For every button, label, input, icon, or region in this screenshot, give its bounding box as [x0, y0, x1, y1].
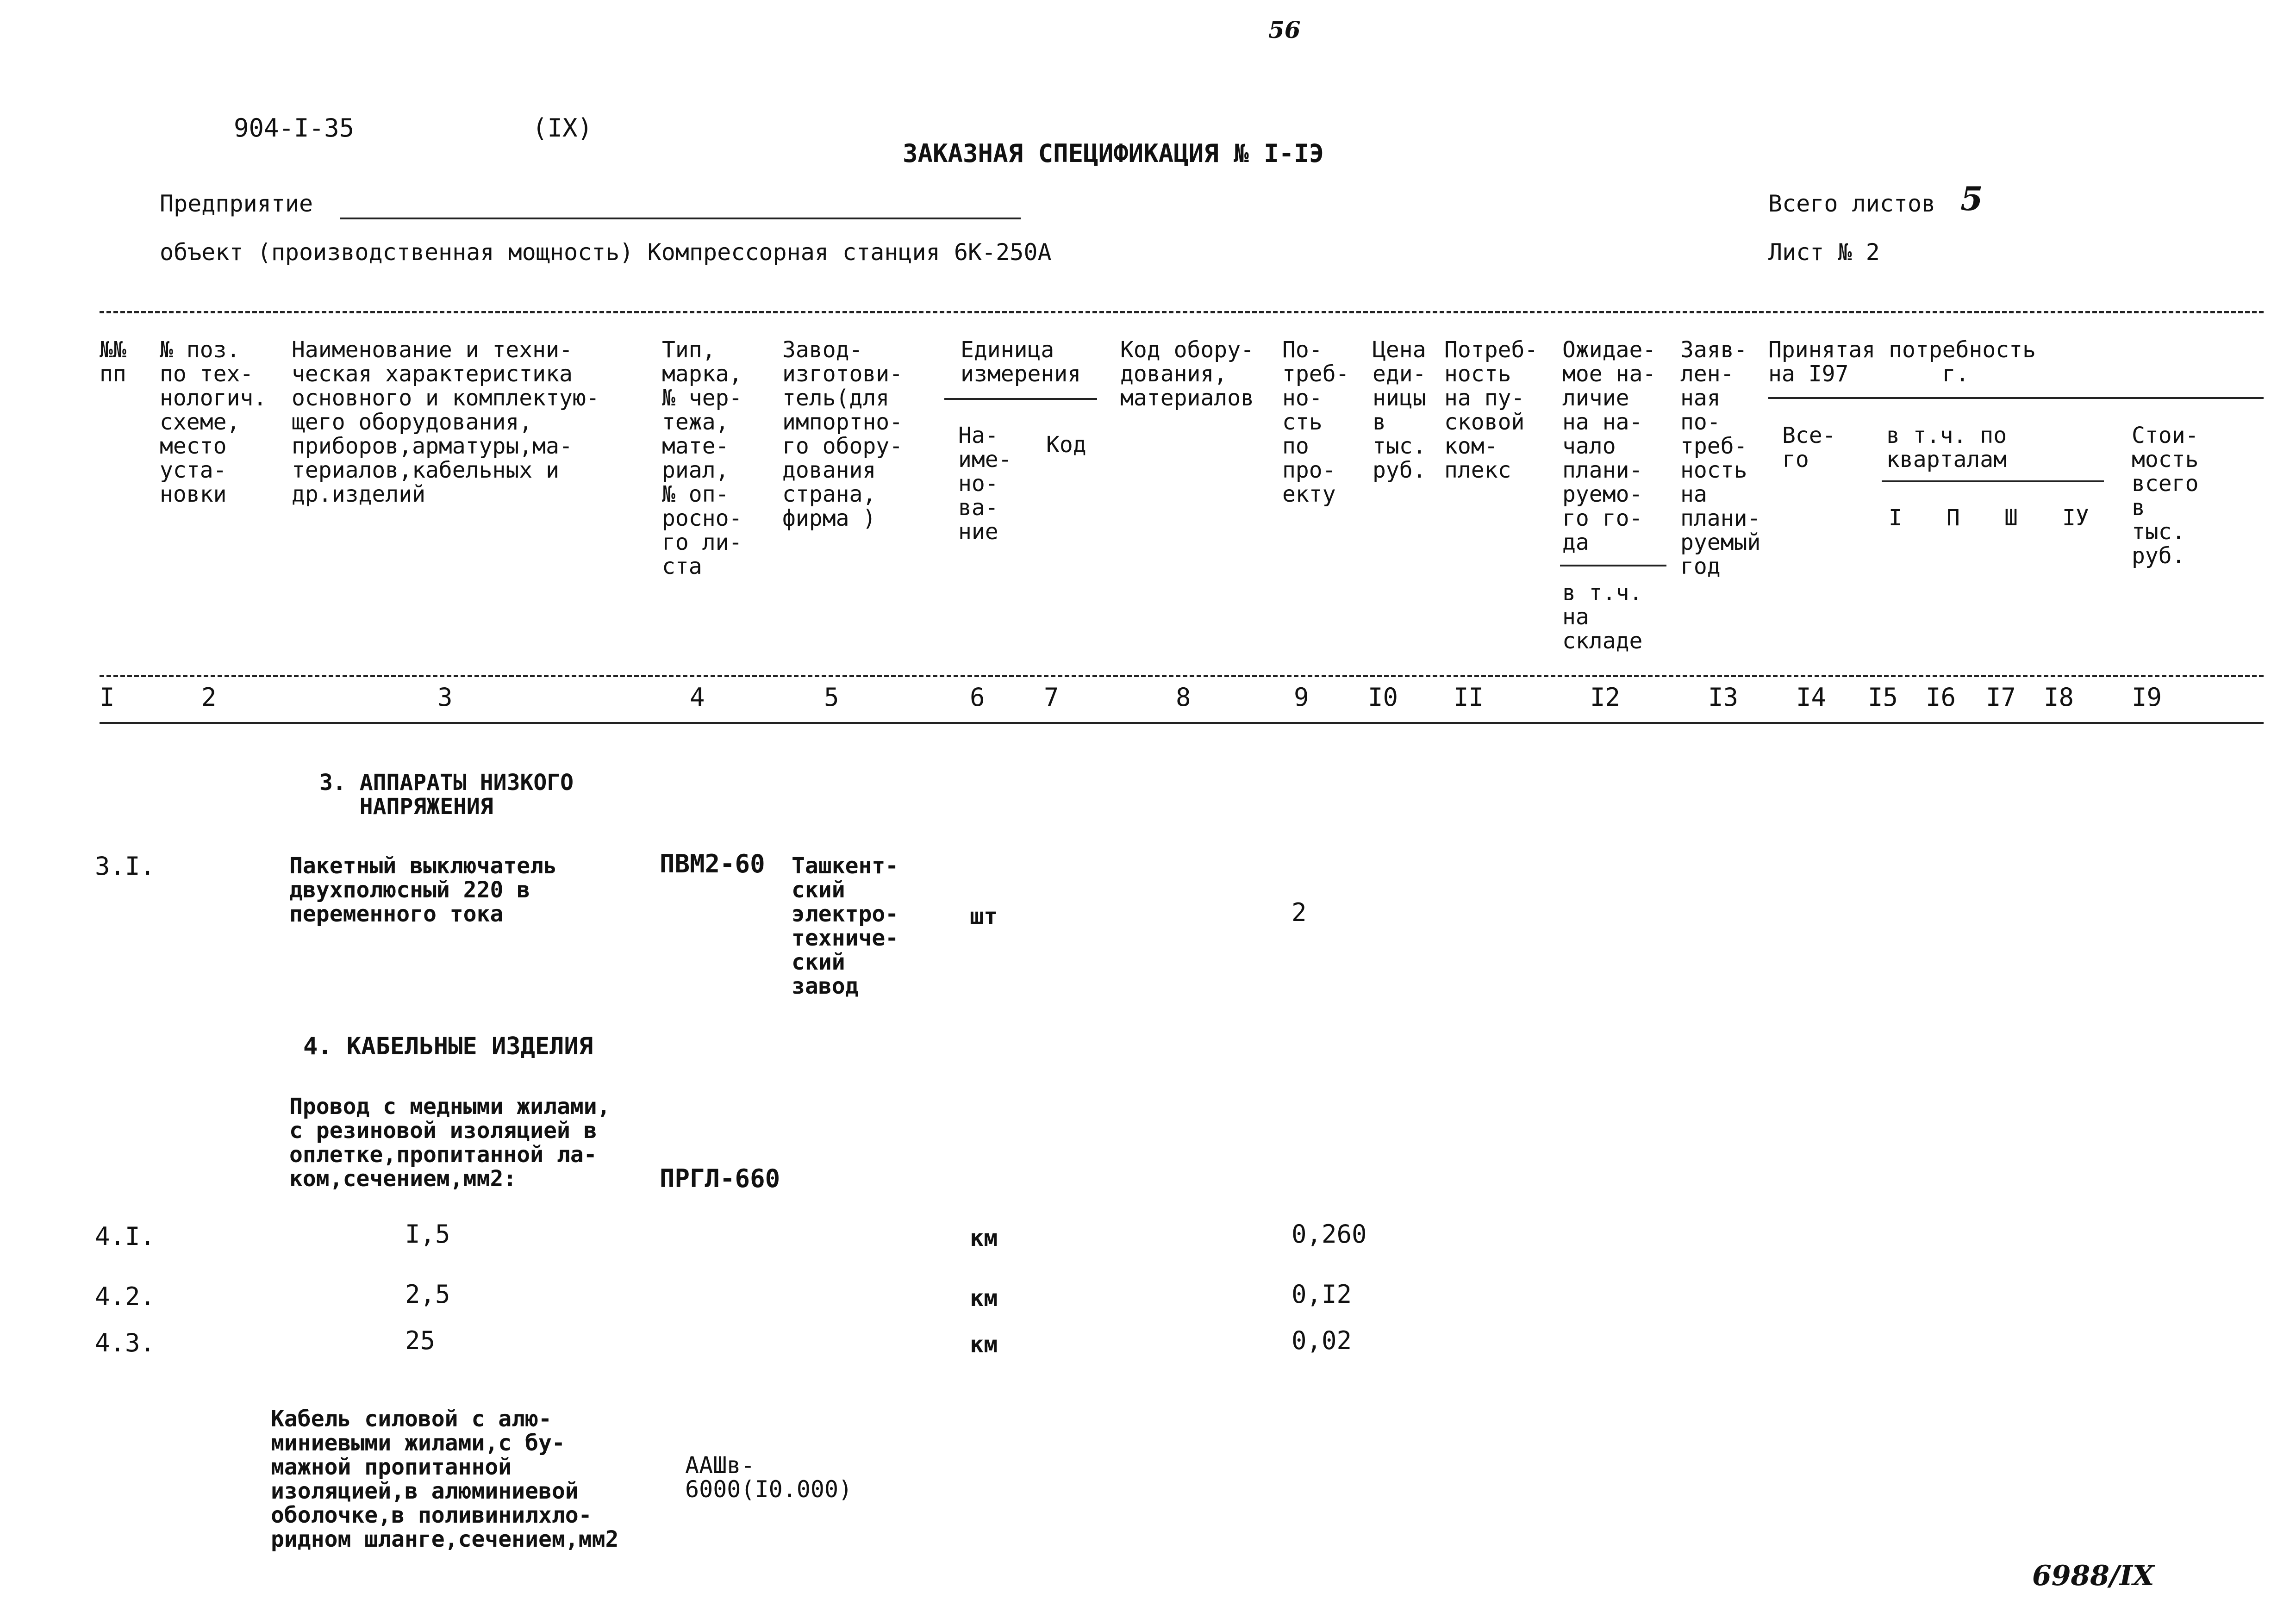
- section-title: 3. АППАРАТЫ НИЗКОГО НАПРЯЖЕНИЯ: [319, 770, 574, 820]
- item-size: 2,5: [405, 1280, 450, 1309]
- item-size: I,5: [405, 1220, 450, 1249]
- item-unit: км: [970, 1285, 998, 1312]
- item-qty: 0,I2: [1292, 1280, 1352, 1309]
- item-unit: км: [970, 1225, 998, 1251]
- item-qty: 2: [1292, 898, 1307, 927]
- header-col-14-19: Принятая потребность на I97 г.: [1768, 337, 2036, 387]
- item-unit: км: [970, 1331, 998, 1358]
- header-col-5: Завод- изготови- тель(для импортно- го обору- дования страна, фирма ): [782, 337, 903, 531]
- col-number: 5: [824, 683, 839, 712]
- col-number: 8: [1176, 683, 1191, 712]
- header-col-9: По- треб- но- сть по про- екту: [1282, 337, 1349, 507]
- col-number: I8: [2044, 683, 2074, 712]
- header-col-12: Ожидае- мое на- личие на на- чало плани- руемо- го го- да: [1562, 337, 1656, 555]
- col-number: 9: [1294, 683, 1309, 712]
- header-col-11: Потреб- ность на пу- сковой ком- плекс: [1444, 337, 1538, 483]
- quarter-3: Ш: [2004, 505, 2018, 531]
- col-number: II: [1454, 683, 1484, 712]
- quarter-1: I: [1889, 505, 1902, 531]
- col-number: I5: [1868, 683, 1898, 712]
- header-col-4: Тип, марка, № чер- тежа, мате- риал, № оп- росно- го ли- ста: [662, 337, 742, 579]
- sheet-number: Лист № 2: [1768, 239, 1880, 266]
- column-numbers-bottom-rule: [100, 722, 2264, 724]
- item-size: 25: [405, 1326, 436, 1355]
- col-number: I6: [1926, 683, 1956, 712]
- col-number: I7: [1986, 683, 2016, 712]
- document-part: (IX): [532, 113, 593, 143]
- object-line: объект (производственная мощность) Компрессорная станция 6К-250А: [160, 239, 1052, 266]
- item-description: Провод с медными жилами, с резиновой изоляцией в оплетке,пропитанной ла- ком,сечением,мм2:: [289, 1094, 611, 1192]
- header-col-8: Код обору- дования, материалов: [1120, 337, 1254, 411]
- footer-code: 6988/IX: [2032, 1560, 2154, 1592]
- quarter-4: IУ: [2062, 505, 2089, 531]
- header-col-1: №№ пп: [100, 337, 126, 387]
- quarter-2: П: [1947, 505, 1960, 531]
- item-unit: шт: [970, 903, 998, 930]
- header-col-6-7: Единица измерения: [961, 337, 1081, 387]
- item-type: ПРГЛ-660: [660, 1164, 780, 1193]
- header-col-10: Цена еди- ницы в тыс. руб.: [1373, 337, 1426, 483]
- col-number: I4: [1796, 683, 1827, 712]
- total-sheets-label: Всего листов: [1768, 190, 1936, 217]
- col-number: 4: [690, 683, 705, 712]
- item-description: Кабель силовой с алю- миниевыми жилами,с бу- мажной пропитанной изоляцией,в алюминиевой оболочке,в поливинилхло- ридном шланге,сечением,мм2: [271, 1406, 619, 1552]
- item-qty: 0,02: [1292, 1326, 1352, 1355]
- header-col-19: Стои- мость всего в тыс. руб.: [2132, 423, 2199, 569]
- col-number: 3: [437, 683, 453, 712]
- header-col-14: Все- го: [1782, 423, 1836, 473]
- item-type: ПВМ2-60: [660, 849, 765, 878]
- units-divider: [944, 398, 1097, 400]
- total-sheets-value: 5: [1960, 180, 1983, 218]
- quarters-divider: [1882, 480, 2104, 482]
- col-number: I2: [1590, 683, 1621, 712]
- item-maker: Ташкент- ский электро- техниче- ский завод: [792, 853, 899, 999]
- header-bottom-rule: [100, 675, 2264, 677]
- stock-divider: [1560, 565, 1666, 566]
- page-number: 56: [1268, 16, 1301, 44]
- accepted-divider: [1768, 397, 2264, 399]
- page-title: ЗАКАЗНАЯ СПЕЦИФИКАЦИЯ № I-IЭ: [903, 139, 1324, 168]
- header-col-13: Заяв- лен- ная по- треб- ность на плани- руемый год: [1680, 337, 1761, 579]
- col-number: I3: [1708, 683, 1739, 712]
- header-col-15-18: в т.ч. по кварталам: [1886, 423, 2007, 473]
- enterprise-underline: [340, 218, 1021, 219]
- enterprise-label: Предприятие: [160, 190, 313, 217]
- section-title: 4. КАБЕЛЬНЫЕ ИЗДЕЛИЯ: [303, 1033, 593, 1060]
- row-number: 4.I.: [95, 1222, 156, 1251]
- table-top-rule: [100, 311, 2264, 313]
- col-number: I: [100, 683, 115, 712]
- document-code: 904-I-35: [234, 113, 355, 143]
- header-col-6: На- име- но- ва- ние: [958, 423, 1012, 545]
- header-col-12-stock: в т.ч. на складе: [1562, 580, 1643, 654]
- header-col-7: Код: [1046, 432, 1086, 458]
- header-col-2: № поз. по тех- нологич. схеме, место уста- новки: [160, 337, 267, 507]
- row-number: 4.3.: [95, 1328, 156, 1357]
- row-number: 3.I.: [95, 852, 156, 881]
- item-type: ААШв- 6000(I0.000): [685, 1452, 853, 1503]
- col-number: 2: [201, 683, 217, 712]
- header-col-3: Наименование и техни- ческая характеристика основного и комплектую- щего оборудования, приборов,арматуры,ма- териалов,кабельных и др.изделий: [292, 337, 599, 507]
- row-number: 4.2.: [95, 1282, 156, 1311]
- col-number: I9: [2132, 683, 2162, 712]
- col-number: 7: [1044, 683, 1059, 712]
- col-number: 6: [970, 683, 985, 712]
- col-number: I0: [1368, 683, 1398, 712]
- item-name: Пакетный выключатель двухполюсный 220 в переменного тока: [289, 853, 557, 927]
- item-qty: 0,260: [1292, 1220, 1367, 1249]
